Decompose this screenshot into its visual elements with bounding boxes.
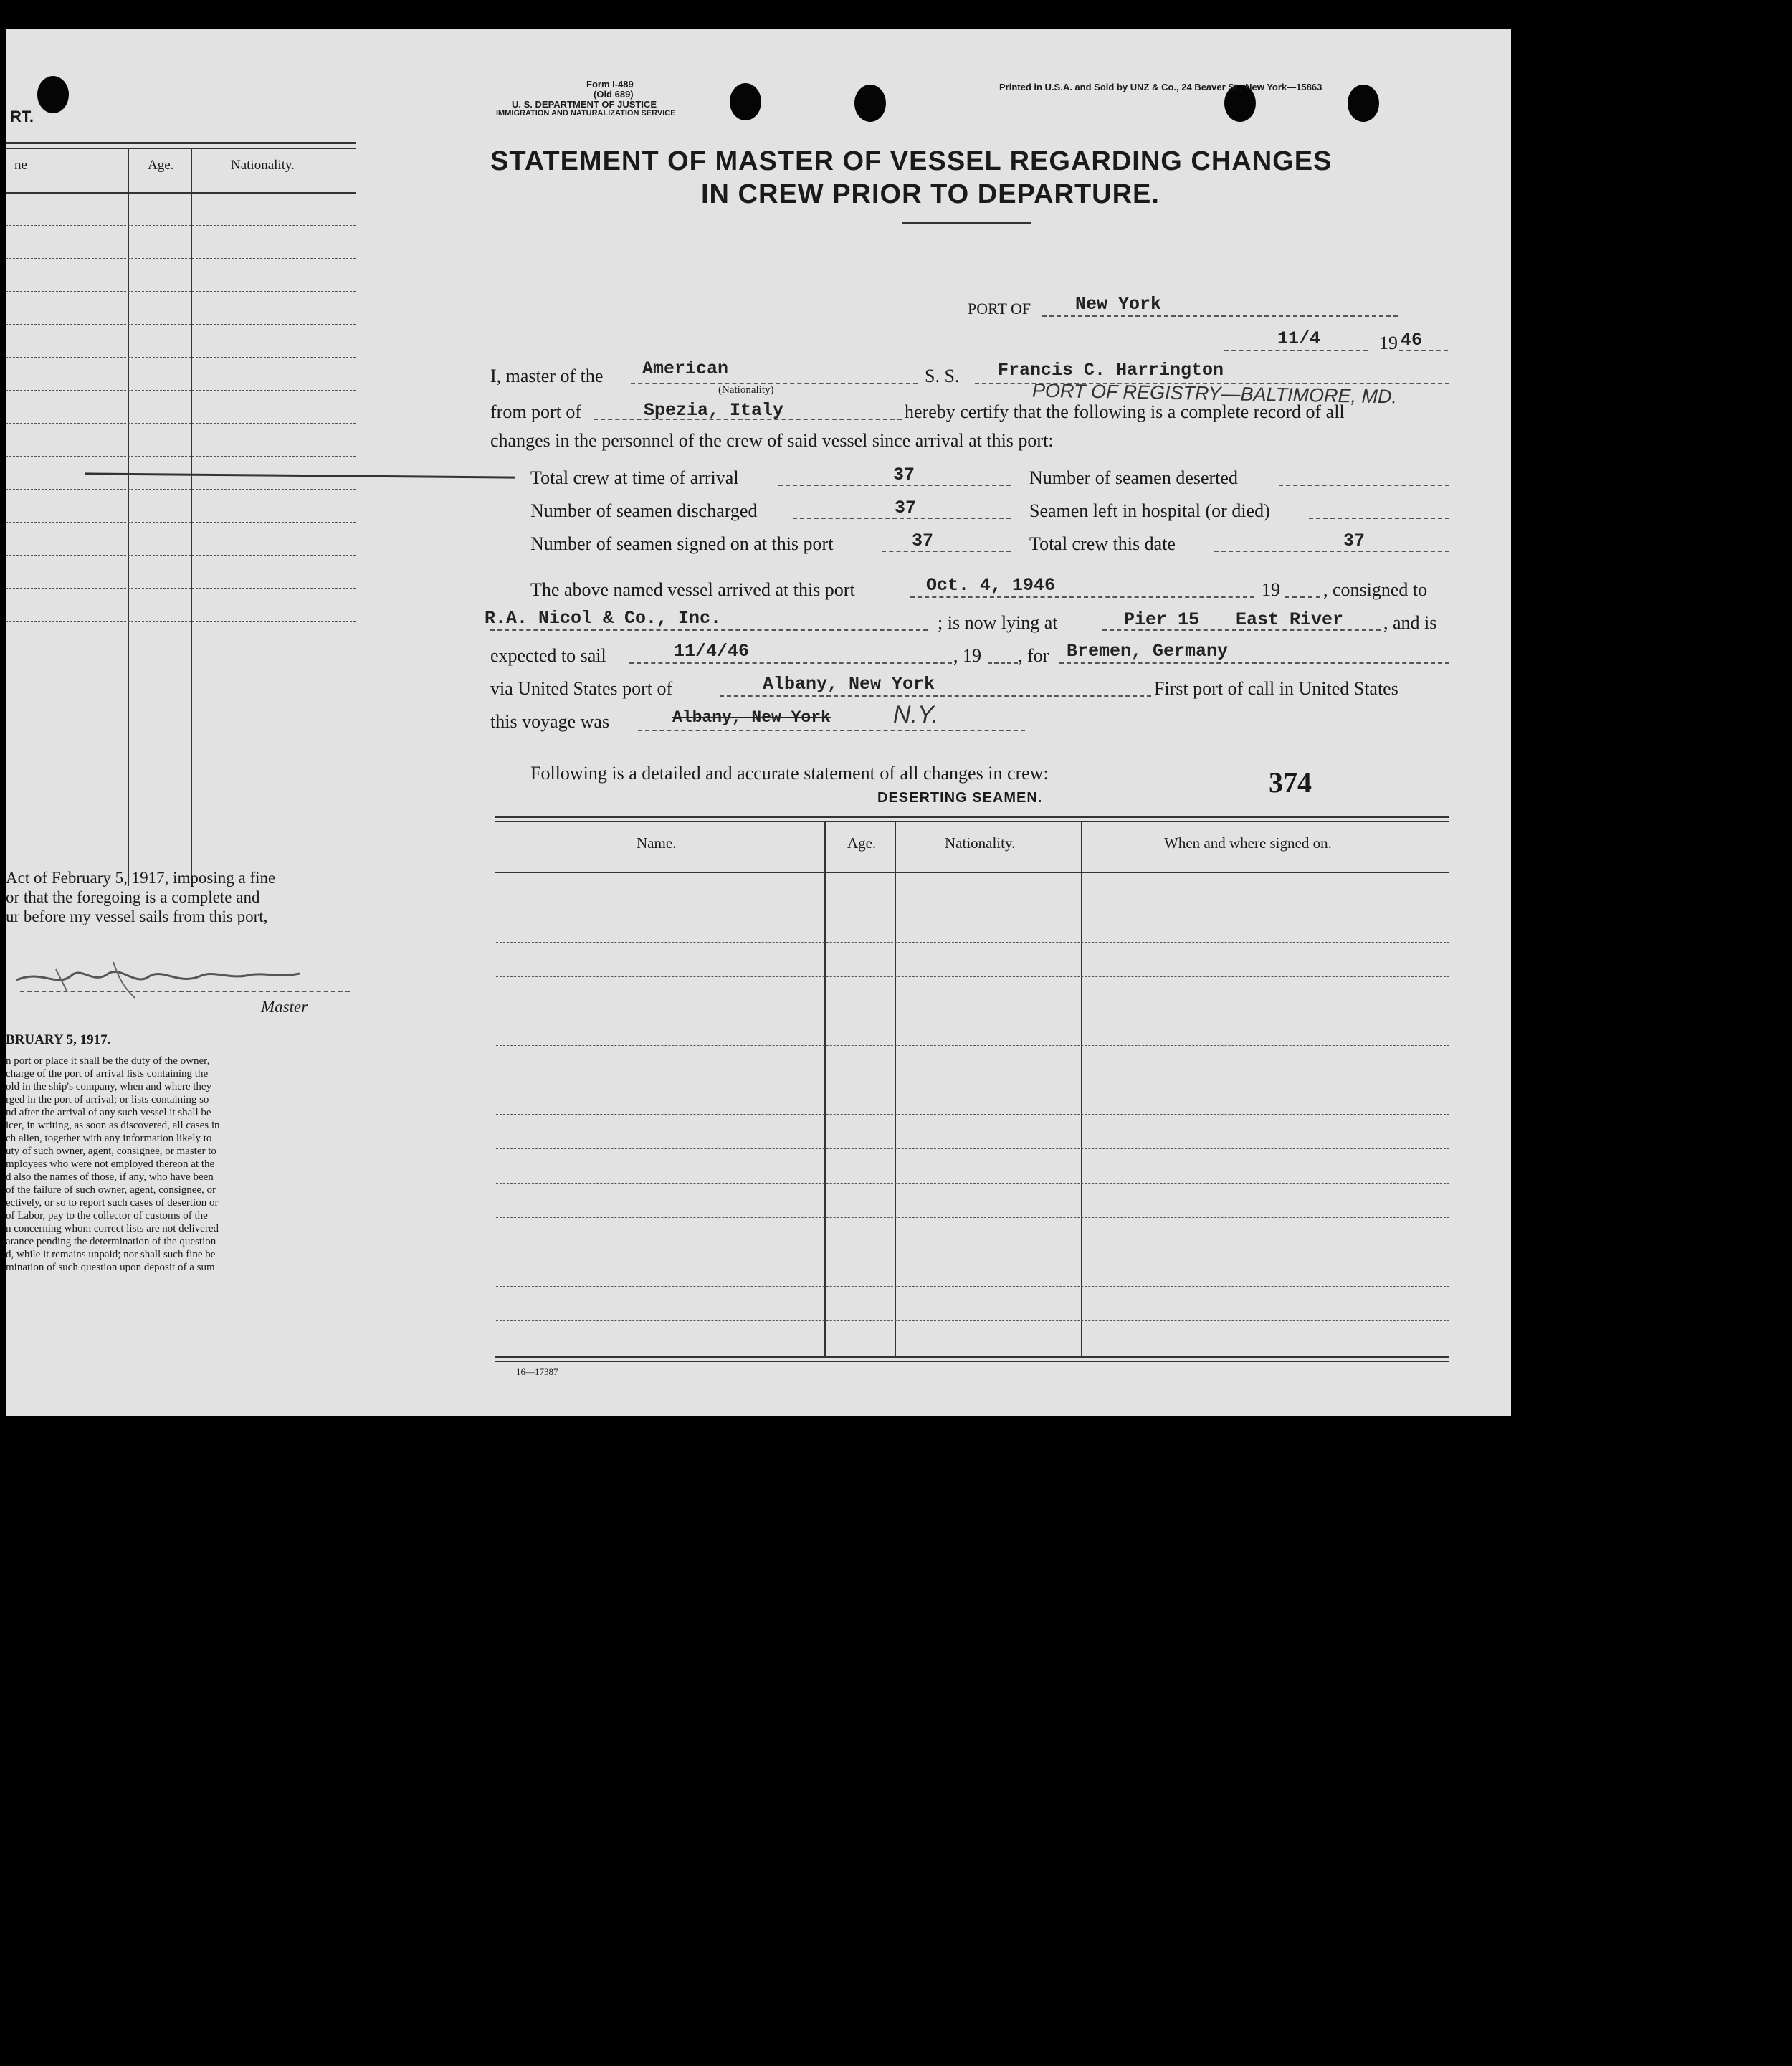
law-text-line: rged in the port of arrival; or lists containing so	[6, 1094, 209, 1105]
expected-label: expected to sail	[490, 645, 606, 666]
table-col-divider	[824, 822, 826, 1357]
port-of-value: New York	[1075, 294, 1162, 315]
left-table-row	[6, 456, 356, 457]
left-table-row	[6, 489, 356, 490]
left-table-row	[6, 423, 356, 424]
punch-hole	[1348, 85, 1379, 122]
col-header-name: Name.	[637, 834, 677, 852]
discharged-value: 37	[895, 498, 917, 518]
certify-text-2: changes in the personnel of the crew of said vessel since arrival at this port:	[490, 430, 1054, 451]
count-line	[882, 551, 1011, 552]
river-value: East River	[1236, 609, 1344, 630]
destination-line	[1059, 662, 1449, 664]
ss-label: S. S.	[925, 366, 960, 386]
law-text-line: mination of such question upon deposit of a sum	[6, 1262, 215, 1273]
act-line: ur before my vessel sails from this port,	[6, 908, 268, 925]
table-row	[496, 1320, 1449, 1321]
deserting-heading: DESERTING SEAMEN.	[877, 790, 1043, 806]
left-header-rule	[6, 192, 356, 194]
voyage-line	[638, 730, 1025, 731]
discharged-label: Number of seamen discharged	[530, 500, 758, 521]
and-is-label: , and is	[1383, 612, 1437, 633]
pier-value: Pier 15	[1124, 609, 1200, 630]
date-year-prefix: 19	[1379, 333, 1398, 353]
table-row	[496, 1045, 1449, 1046]
voyage-value: Albany, New York	[672, 708, 831, 727]
table-row	[496, 976, 1449, 977]
via-label: via United States port of	[490, 678, 673, 699]
master-signature	[13, 948, 314, 1005]
destination-value: Bremen, Germany	[1067, 641, 1229, 662]
from-port-line	[594, 419, 902, 420]
law-text-line: icer, in writing, as soon as discovered, all cases in	[6, 1120, 220, 1131]
date-value: 11/4	[1277, 328, 1321, 349]
law-text-line: charge of the port of arrival lists containing the	[6, 1068, 209, 1080]
total-crew-arrival-label: Total crew at time of arrival	[530, 467, 739, 488]
port-of-line	[1042, 315, 1398, 317]
left-col-name-header: ne	[14, 158, 27, 173]
left-heading: RT.	[10, 108, 34, 125]
col-header-signed-on: When and where signed on.	[1164, 834, 1332, 852]
col-header-age: Age.	[847, 834, 877, 852]
nationality-line	[631, 383, 918, 384]
form-paper	[6, 29, 1511, 1416]
voyage-label: this voyage was	[490, 711, 610, 732]
department: U. S. DEPARTMENT OF JUSTICE	[512, 99, 657, 110]
total-crew-date-label: Total crew this date	[1029, 533, 1176, 554]
punch-hole	[730, 83, 761, 120]
left-table-row	[6, 555, 356, 556]
count-line	[793, 518, 1011, 519]
printer-note: Printed in U.S.A. and Sold by UNZ & Co., 24 Beaver St., New York—15863	[999, 82, 1322, 92]
signature-line	[20, 991, 350, 992]
print-code: 16—17387	[516, 1366, 558, 1377]
arrived-value: Oct. 4, 1946	[926, 575, 1056, 596]
stamp-number: 374	[1269, 766, 1312, 799]
count-line	[1214, 551, 1449, 552]
law-text-line: arance pending the determination of the question	[6, 1236, 216, 1247]
table-col-divider	[895, 822, 896, 1357]
table-row	[496, 1217, 1449, 1218]
hospital-label: Seamen left in hospital (or died)	[1029, 500, 1270, 521]
form-number: Form I-489	[586, 79, 634, 90]
left-table-row	[6, 390, 356, 391]
act-line: Act of February 5, 1917, imposing a fine	[6, 869, 276, 887]
signed-on-value: 37	[912, 530, 934, 551]
table-bottom-rule	[495, 1356, 1449, 1358]
left-table-row	[6, 225, 356, 226]
sail-year-label: , 19	[953, 645, 981, 666]
date-year-value: 46	[1401, 330, 1423, 351]
vessel-value: Francis C. Harrington	[998, 360, 1224, 381]
arrived-year: 19	[1262, 579, 1280, 600]
master-of-label: I, master of the	[490, 366, 604, 386]
law-text-line: ch alien, together with any information likely to	[6, 1133, 212, 1144]
punch-hole	[37, 76, 69, 113]
sail-year-line	[988, 662, 1018, 664]
total-crew-date-value: 37	[1343, 530, 1366, 551]
left-top-rule	[6, 142, 356, 144]
law-text-line: n port or place it shall be the duty of the owner,	[6, 1055, 210, 1067]
for-label: , for	[1018, 645, 1049, 666]
table-row	[496, 1286, 1449, 1287]
table-top-rule	[495, 816, 1449, 818]
title-underline	[902, 222, 1031, 224]
form-old: (Old 689)	[594, 89, 634, 100]
cross-stroke	[85, 472, 515, 478]
left-col-nationality-header: Nationality.	[231, 158, 295, 173]
from-port-label: from port of	[490, 401, 582, 422]
law-text-line: n concerning whom correct lists are not delivered	[6, 1223, 219, 1234]
table-bottom-rule	[495, 1361, 1449, 1362]
signed-on-label: Number of seamen signed on at this port	[530, 533, 834, 554]
law-text-line: nd after the arrival of any such vessel it shall be	[6, 1107, 211, 1118]
pier-line	[1102, 629, 1381, 631]
consignee-value: R.A. Nicol & Co., Inc.	[485, 608, 722, 629]
left-table-row	[6, 258, 356, 259]
law-text-line: mployees who were not employed thereon at the	[6, 1158, 215, 1170]
arrived-label: The above named vessel arrived at this port	[530, 579, 855, 600]
law-text-line: d also the names of those, if any, who have been	[6, 1171, 214, 1183]
following-label: Following is a detailed and accurate statement of all changes in crew:	[530, 763, 1049, 784]
first-port-label: First port of call in United States	[1154, 678, 1398, 699]
left-top-rule	[6, 148, 356, 149]
port-of-label: PORT OF	[968, 300, 1031, 318]
feb-heading: BRUARY 5, 1917.	[6, 1032, 111, 1047]
table-row	[496, 1148, 1449, 1149]
table-row	[496, 942, 1449, 943]
count-line	[778, 485, 1011, 486]
voyage-hand: N.Y.	[893, 701, 939, 728]
left-table-row	[6, 588, 356, 589]
consignee-line	[490, 629, 928, 631]
left-table-row	[6, 291, 356, 292]
nationality-value: American	[642, 358, 729, 379]
law-text-line: uty of such owner, agent, consignee, or master to	[6, 1146, 216, 1157]
table-header-rule	[495, 872, 1449, 873]
lying-label: ; is now lying at	[938, 612, 1058, 633]
law-text-line: old in the ship's company, when and where they	[6, 1081, 212, 1092]
law-text-line: of Labor, pay to the collector of customs of the	[6, 1210, 208, 1222]
total-crew-arrival-value: 37	[893, 465, 915, 485]
service: IMMIGRATION AND NATURALIZATION SERVICE	[496, 109, 676, 118]
act-line: or that the foregoing is a complete and	[6, 888, 260, 906]
sail-date-line	[629, 662, 952, 664]
table-row	[496, 1183, 1449, 1184]
nationality-caption: (Nationality)	[718, 384, 774, 396]
punch-hole	[854, 85, 886, 122]
count-line	[1309, 518, 1449, 519]
table-top-rule	[495, 821, 1449, 822]
table-col-divider	[1081, 822, 1082, 1357]
left-table-row	[6, 522, 356, 523]
form-title-line2: IN CREW PRIOR TO DEPARTURE.	[701, 179, 1160, 209]
law-text-line: d, while it remains unpaid; nor shall such fine be	[6, 1249, 216, 1260]
consigned-label: , consigned to	[1323, 579, 1428, 600]
master-label: Master	[261, 998, 308, 1016]
left-table-row	[6, 621, 356, 622]
count-line	[1279, 485, 1449, 486]
arrived-year-line	[1285, 596, 1320, 598]
via-value: Albany, New York	[763, 674, 935, 695]
from-port-value: Spezia, Italy	[644, 400, 784, 421]
left-table-row	[6, 324, 356, 325]
date-line	[1224, 350, 1368, 351]
col-header-nationality: Nationality.	[945, 834, 1016, 852]
left-col-age-header: Age.	[148, 158, 174, 173]
certify-text: hereby certify that the following is a complete record of all	[905, 401, 1345, 422]
arrived-line	[910, 596, 1254, 598]
form-title-line1: STATEMENT OF MASTER OF VESSEL REGARDING CHANGES	[490, 146, 1333, 176]
left-table-row	[6, 357, 356, 358]
table-row	[496, 1114, 1449, 1115]
year-line	[1399, 350, 1448, 351]
deserted-label: Number of seamen deserted	[1029, 467, 1238, 488]
law-text-line: ectively, or so to report such cases of desertion or	[6, 1197, 219, 1209]
sail-date-value: 11/4/46	[674, 641, 750, 662]
via-line	[720, 695, 1151, 697]
registry-note: PORT OF REGISTRY—BALTIMORE, MD.	[1031, 379, 1398, 408]
law-text-line: of the failure of such owner, agent, consignee, or	[6, 1184, 216, 1196]
